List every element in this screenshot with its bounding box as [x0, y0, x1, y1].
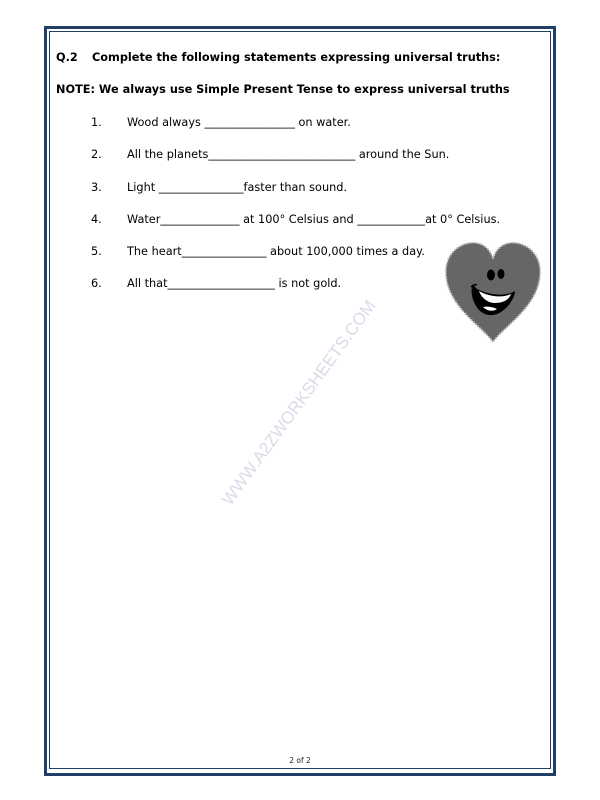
smiling-heart-icon	[443, 237, 543, 347]
item-number: 4.	[91, 213, 102, 226]
item-text: All the planets__________________________ around the Sun.	[127, 148, 450, 161]
item-text: Water______________ at 100° Celsius and ____________at 0° Celsius.	[127, 213, 501, 226]
question-text: Complete the following statements expressing universal truths:	[92, 51, 501, 64]
list-item	[91, 148, 449, 161]
item-number: 6.	[91, 277, 102, 290]
item-text: Wood always ________________ on water.	[127, 116, 351, 129]
list-item	[91, 245, 425, 258]
list-item	[91, 277, 341, 290]
item-text: Light _______________faster than sound.	[127, 181, 348, 194]
note-text: NOTE: We always use Simple Present Tense to express universal truths	[56, 83, 510, 96]
list-item	[91, 116, 351, 129]
list-item	[91, 213, 500, 226]
item-number: 3.	[91, 181, 102, 194]
item-number: 1.	[91, 116, 102, 129]
question-title	[56, 51, 500, 64]
item-number: 5.	[91, 245, 102, 258]
item-text: All that___________________ is not gold.	[127, 277, 342, 290]
question-number: Q.2	[56, 51, 78, 64]
item-text: The heart_______________ about 100,000 times a day.	[127, 245, 425, 258]
watermark: WWW.A2ZWORKSHEETS.COM	[218, 296, 380, 509]
list-item	[91, 181, 347, 194]
item-number: 2.	[91, 148, 102, 161]
page-number: 2 of 2	[289, 756, 311, 765]
